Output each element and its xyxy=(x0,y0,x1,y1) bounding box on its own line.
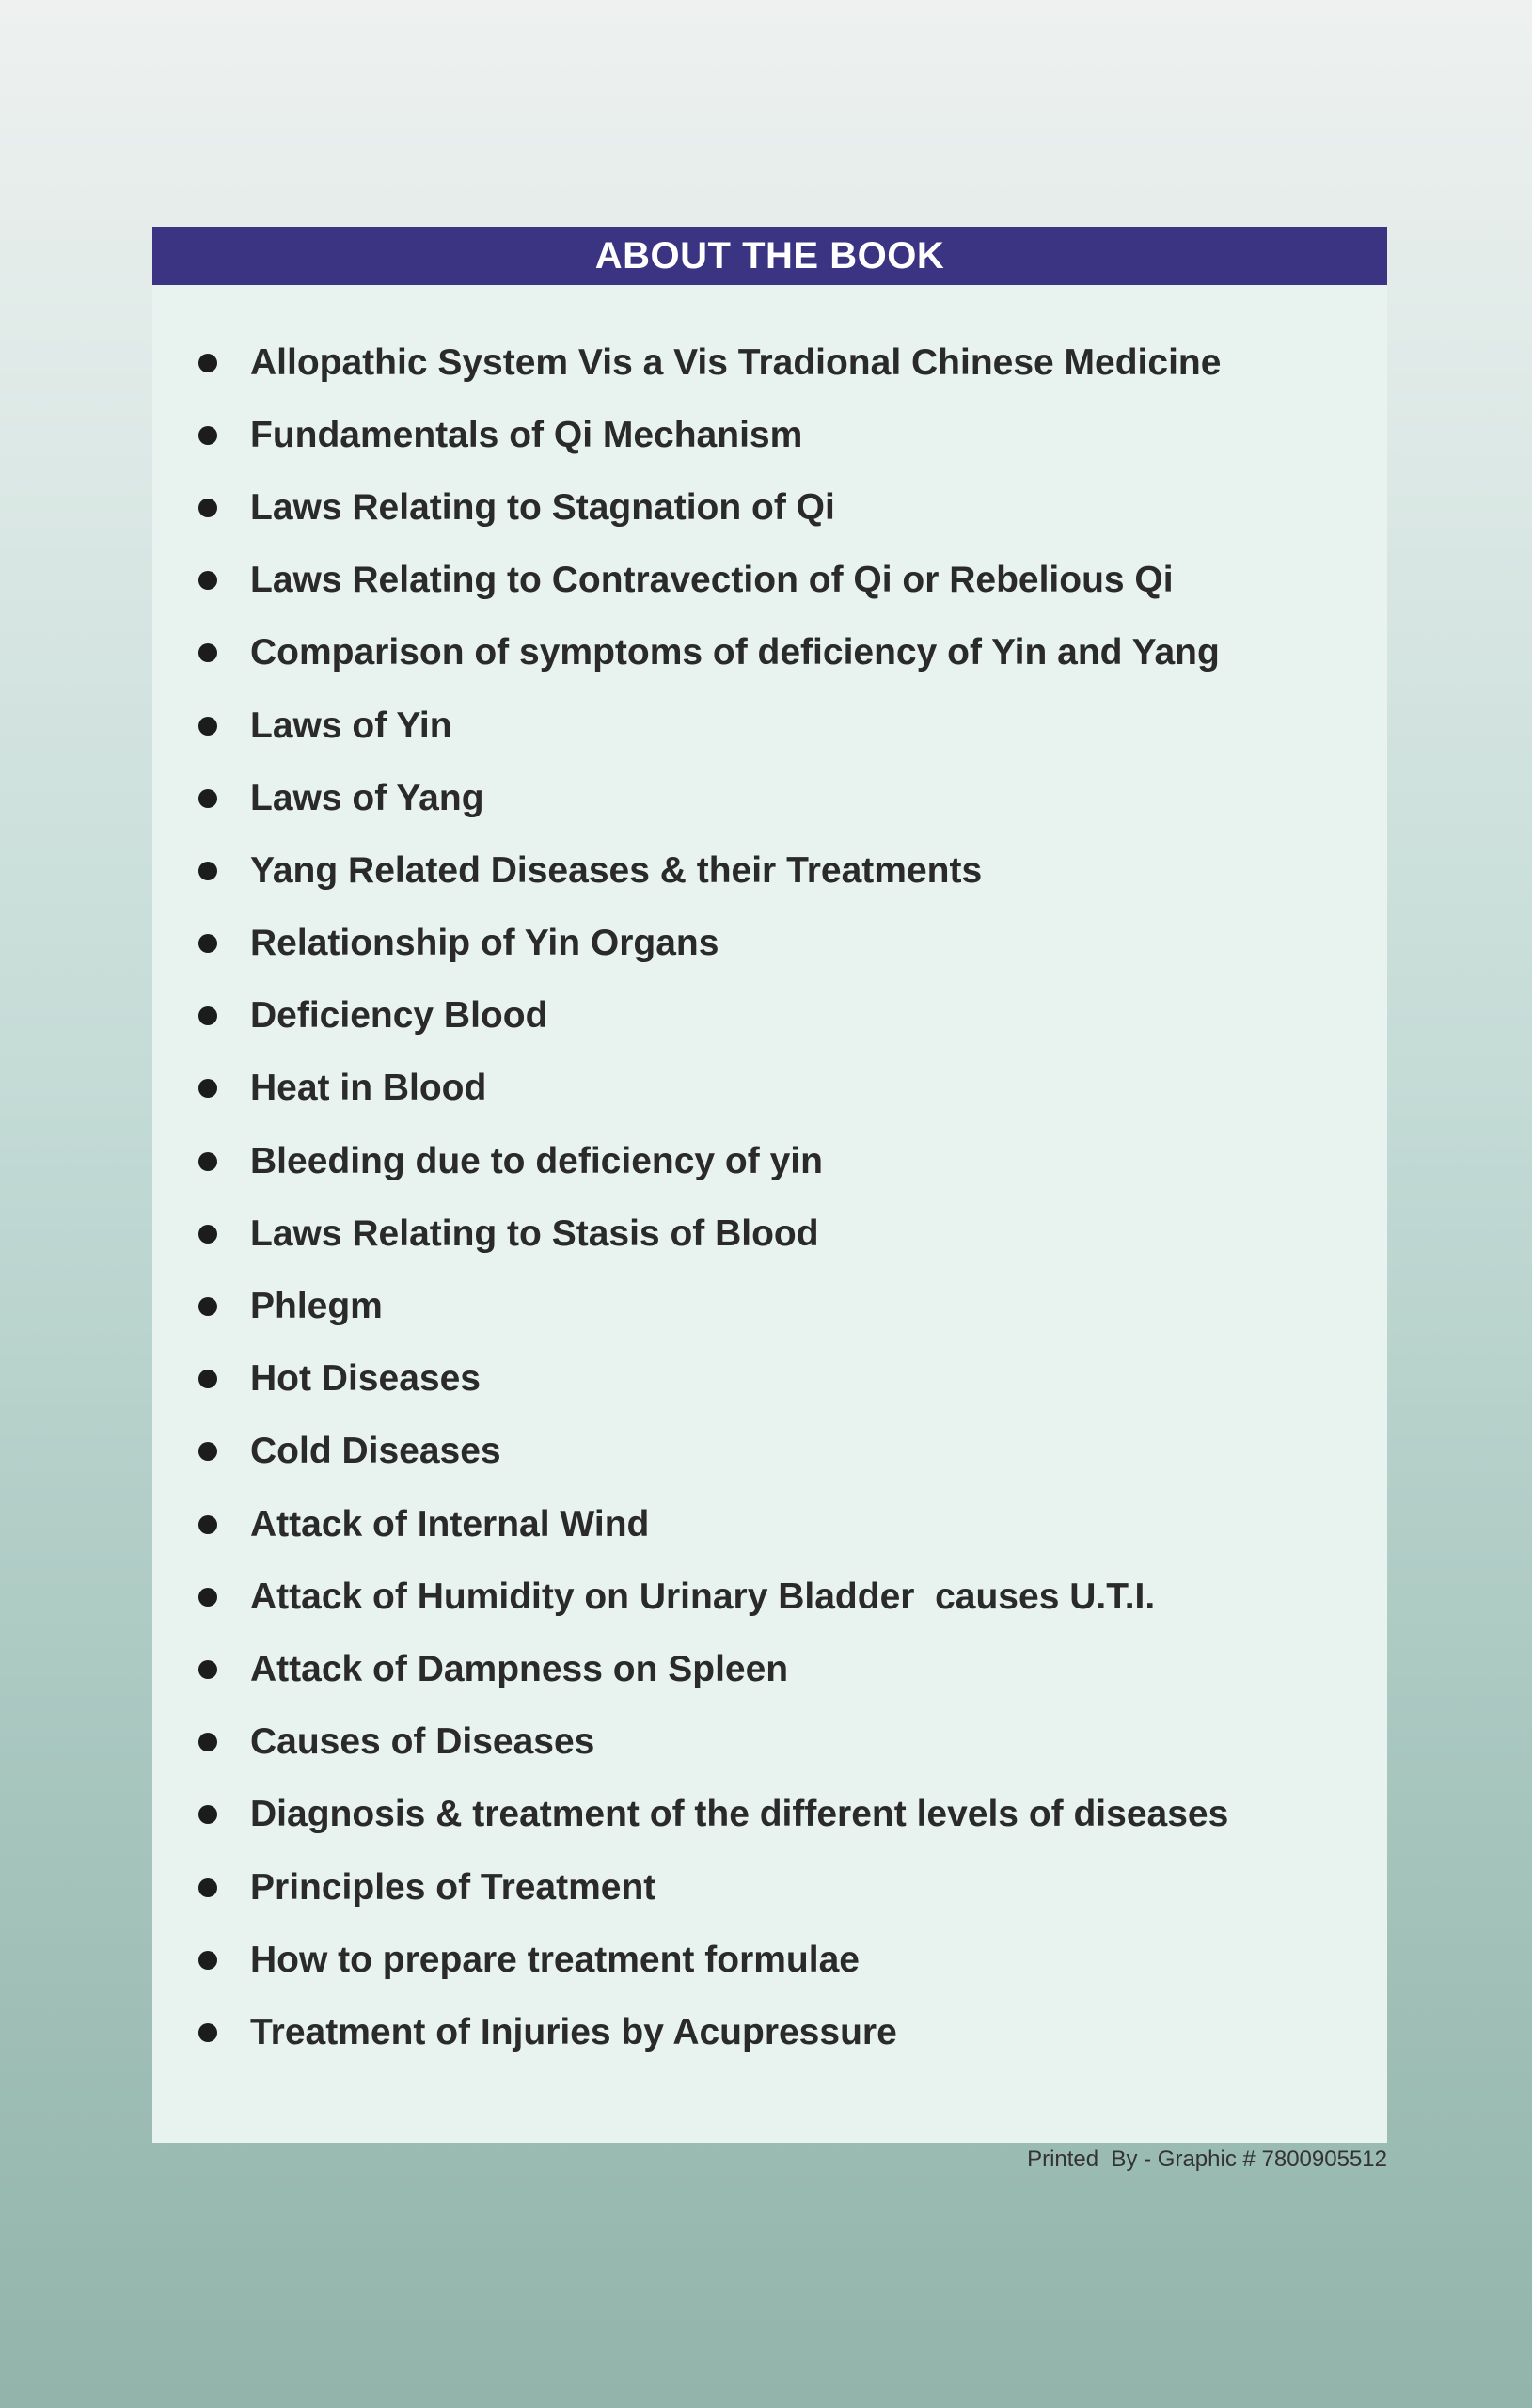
topic-label: Laws of Yang xyxy=(250,777,484,818)
panel-header xyxy=(152,227,1387,285)
list-item xyxy=(152,908,1387,980)
list-item xyxy=(152,399,1387,471)
bullet-icon xyxy=(198,1297,217,1316)
topic-label: Laws Relating to Stagnation of Qi xyxy=(250,486,835,528)
topic-label: Laws Relating to Stasis of Blood xyxy=(250,1212,819,1254)
topic-label: How to prepare treatment formulae xyxy=(250,1939,860,1980)
bullet-icon xyxy=(198,426,217,445)
list-item xyxy=(152,1416,1387,1488)
bullet-icon xyxy=(198,934,217,953)
topic-label: Comparison of symptoms of deficiency of Yin and Yang xyxy=(250,632,1220,673)
topic-label: Diagnosis & treatment of the different levels of diseases xyxy=(250,1794,1229,1835)
bullet-icon xyxy=(198,1079,217,1098)
bullet-icon xyxy=(198,1805,217,1824)
panel-title: ABOUT THE BOOK xyxy=(594,234,945,277)
bullet-icon xyxy=(198,571,217,590)
bullet-icon xyxy=(198,1370,217,1388)
topic-label: Causes of Diseases xyxy=(250,1721,595,1763)
topic-label: Attack of Dampness on Spleen xyxy=(250,1648,789,1689)
list-item xyxy=(152,545,1387,617)
bullet-icon xyxy=(198,2023,217,2042)
bullet-icon xyxy=(198,789,217,808)
topic-label: Relationship of Yin Organs xyxy=(250,923,719,964)
bullet-icon xyxy=(198,1442,217,1461)
bullet-icon xyxy=(198,1660,217,1679)
list-item xyxy=(152,1343,1387,1416)
list-item xyxy=(152,326,1387,399)
topic-label: Hot Diseases xyxy=(250,1358,481,1400)
list-item xyxy=(152,1633,1387,1705)
topic-label: Attack of Internal Wind xyxy=(250,1503,650,1545)
topic-label: Laws of Yin xyxy=(250,705,452,746)
about-panel xyxy=(152,227,1387,2143)
bullet-icon xyxy=(198,354,217,372)
topic-label: Attack of Humidity on Urinary Bladder causes U.T.I. xyxy=(250,1576,1156,1617)
bullet-icon xyxy=(198,1225,217,1244)
list-item xyxy=(152,834,1387,907)
list-item xyxy=(152,1560,1387,1633)
list-item xyxy=(152,1851,1387,1924)
topic-list xyxy=(152,326,1387,2069)
bullet-icon xyxy=(198,1152,217,1171)
topic-label: Cold Diseases xyxy=(250,1431,501,1472)
topic-label: Allopathic System Vis a Vis Tradional Chinese Medicine xyxy=(250,341,1222,383)
bullet-icon xyxy=(198,1951,217,1970)
topic-label: Bleeding due to deficiency of yin xyxy=(250,1140,823,1181)
list-item xyxy=(152,617,1387,689)
topic-label: Treatment of Injuries by Acupressure xyxy=(250,2011,897,2052)
topic-label: Deficiency Blood xyxy=(250,995,548,1037)
list-item xyxy=(152,471,1387,544)
list-item xyxy=(152,689,1387,762)
list-item xyxy=(152,762,1387,834)
topic-label: Fundamentals of Qi Mechanism xyxy=(250,414,803,455)
bullet-icon xyxy=(198,1006,217,1025)
topic-label: Laws Relating to Contravection of Qi or Rebelious Qi xyxy=(250,560,1174,601)
list-item xyxy=(152,1270,1387,1342)
bullet-icon xyxy=(198,1733,217,1751)
list-item xyxy=(152,1125,1387,1197)
list-item xyxy=(152,1996,1387,2068)
bullet-icon xyxy=(198,1588,217,1607)
list-item xyxy=(152,1924,1387,1996)
bullet-icon xyxy=(198,1878,217,1897)
bullet-icon xyxy=(198,643,217,662)
printer-credit: Printed By - Graphic # 7800905512 xyxy=(1027,2147,1387,2172)
bullet-icon xyxy=(198,862,217,880)
topic-label: Heat in Blood xyxy=(250,1068,487,1109)
topic-label: Phlegm xyxy=(250,1286,383,1327)
list-item xyxy=(152,980,1387,1053)
list-item xyxy=(152,1197,1387,1270)
bullet-icon xyxy=(198,717,217,736)
list-item xyxy=(152,1488,1387,1560)
list-item xyxy=(152,1053,1387,1125)
topic-label: Principles of Treatment xyxy=(250,1866,656,1908)
list-item xyxy=(152,1779,1387,1851)
bullet-icon xyxy=(198,499,217,517)
list-item xyxy=(152,1706,1387,1779)
bullet-icon xyxy=(198,1515,217,1534)
topic-label: Yang Related Diseases & their Treatments xyxy=(250,849,983,891)
